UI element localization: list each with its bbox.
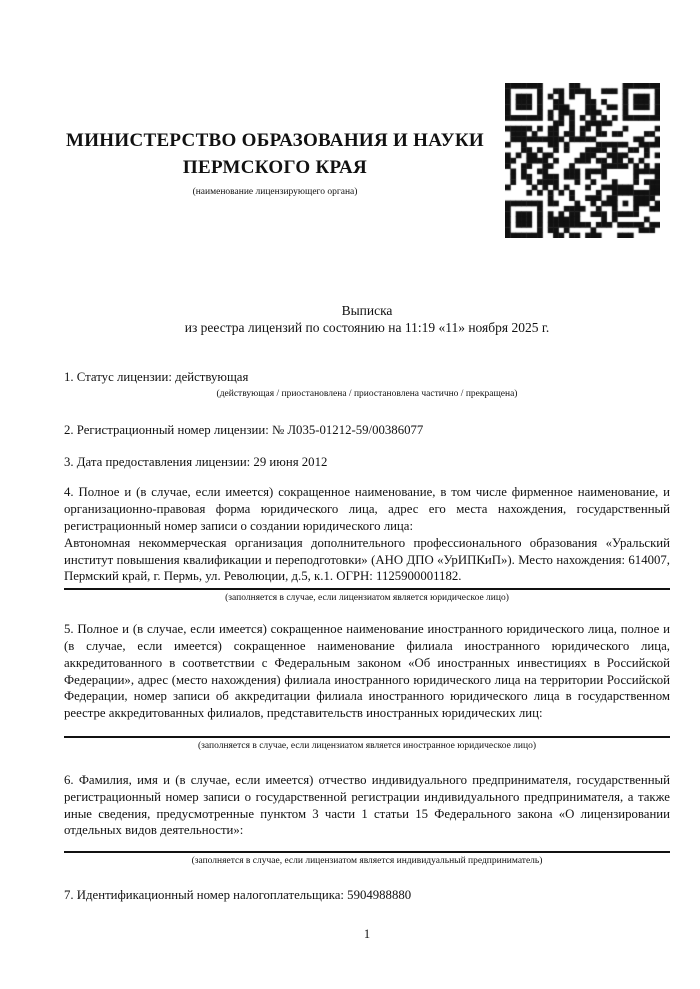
section-entrepreneur-question: 6. Фамилия, имя и (в случае, если имеется) отчество индивидуального предпринимателя, государственный регистрационный номер записи о государственной регистрации индивидуального предпринимателя, а также иные сведения, предусмотренные пунктом 3 части 1 статьи 15 Федерального закона «О лицензировании отдельных видов деятельности»: [64, 772, 670, 838]
qr-code [505, 83, 660, 238]
section-license-status-caption: (действующая / приостановлена / приостановлена частично / прекращена) [216, 388, 518, 399]
section-foreign-entity-caption: (заполняется в случае, если лицензиатом является иностранное юридическое лицо) [198, 740, 536, 751]
section-grant-date: 3. Дата предоставления лицензии: 29 июня 2012 [64, 454, 328, 469]
section-legal-entity-question: 4. Полное и (в случае, если имеется) сокращенное наименование, в том числе фирменное наименование, и организационно-правовая форма юридического лица, адрес его места нахождения, государственный регистрационный номер записи о создании юридического лица: [64, 485, 670, 533]
fill-in-rule-legal-entity [64, 588, 670, 590]
fill-in-rule-foreign-entity [64, 736, 670, 738]
qr-code-canvas [505, 83, 660, 238]
fill-in-rule-entrepreneur [64, 851, 670, 853]
document-body [64, 369, 670, 904]
document-title: Выписка [341, 303, 393, 318]
section-entrepreneur-caption: (заполняется в случае, если лицензиатом является индивидуальный предприниматель) [191, 856, 543, 867]
section-foreign-entity-question: 5. Полное и (в случае, если имеется) сокращенное наименование иностранного юридического лица, полное и (в случае, если имеется) сокращенное наименование филиала иностранного юридического лица, аккредитованного в соответствии с Федеральным законом «Об иностранных инвестициях в Российской Федерации», адрес (место нахождения) филиала иностранного юридического лица на территории Российской Федерации, номер записи об аккредитации филиала иностранного юридического лица в государственном реестре аккредитованных филиалов, представительств иностранных юридических лиц: [64, 622, 670, 721]
licensing-authority-caption: (наименование лицензирующего органа) [192, 187, 358, 197]
section-legal-entity-answer: Автономная некоммерческая организация дополнительного профессионального образования «Уральский институт повышения квалификации и переподготовки» (АНО ДПО «УрИПКиП»). Место нахождения: 614007, Пермский край, г. Пермь, ул. Революции, д.5, к.1. ОГРН: 1125900001182. [64, 535, 670, 584]
page-number: 1 [363, 927, 371, 941]
ministry-name-line1: МИНИСТЕРСТВО ОБРАЗОВАНИЯ И НАУКИ [65, 130, 485, 151]
document-title-block [64, 302, 670, 336]
ministry-name-line2: ПЕРМСКОГО КРАЯ [182, 157, 368, 178]
document-header [58, 127, 492, 198]
section-registration-number: 2. Регистрационный номер лицензии: № Л035-01212-59/00386077 [64, 422, 424, 437]
section-taxpayer-id: 7. Идентификационный номер налогоплательщика: 5904988880 [64, 888, 412, 903]
document-subtitle: из реестра лицензий по состоянию на 11:19 «11» ноября 2025 г. [184, 320, 550, 335]
section-license-status: 1. Статус лицензии: действующая [64, 370, 249, 384]
section-legal-entity-caption: (заполняется в случае, если лицензиатом является юридическое лицо) [225, 593, 509, 604]
